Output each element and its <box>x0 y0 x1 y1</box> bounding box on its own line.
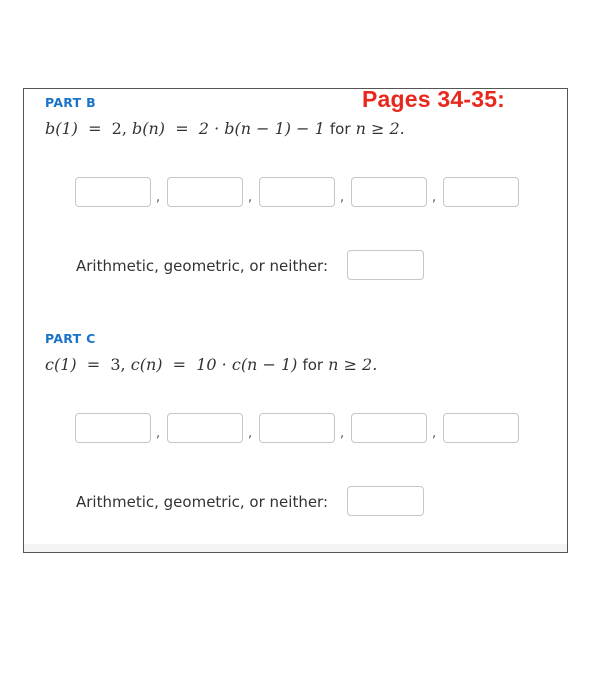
part-c-formula <box>45 355 377 374</box>
condition: n ≥ 2. <box>355 119 405 138</box>
equals-sign: = <box>88 119 102 138</box>
card-footer-strip <box>24 544 567 552</box>
part-b-classify-prompt: Arithmetic, geometric, or neither: <box>76 257 329 275</box>
part-c-term-1-input[interactable] <box>75 413 151 443</box>
part-c-classify-input[interactable] <box>347 486 424 516</box>
c1-term: c(1) <box>45 355 77 374</box>
part-c-term-5-input[interactable] <box>443 413 519 443</box>
c1-value: 3, <box>110 355 126 374</box>
part-c-classify-prompt: Arithmetic, geometric, or neither: <box>76 493 329 511</box>
part-c-term-3-input[interactable] <box>259 413 335 443</box>
condition: n ≥ 2. <box>328 355 378 374</box>
equals-sign: = <box>86 355 101 374</box>
part-b-term-4-input[interactable] <box>351 177 427 207</box>
part-b-term-5-input[interactable] <box>443 177 519 207</box>
part-b-label: PART B <box>45 95 96 110</box>
for-text: for <box>302 356 324 374</box>
part-b-formula <box>45 119 405 138</box>
question-card <box>23 88 568 553</box>
comma-separator: , <box>340 426 345 441</box>
comma-separator: , <box>156 426 161 441</box>
part-c-label: PART C <box>45 331 96 346</box>
b1-term: b(1) <box>45 119 78 138</box>
comma-separator: , <box>340 190 345 205</box>
for-text: for <box>329 120 351 138</box>
equals-sign: = <box>175 119 189 138</box>
pages-annotation: Pages 34-35: <box>362 86 506 112</box>
comma-separator: , <box>248 190 253 205</box>
part-b-term-1-input[interactable] <box>75 177 151 207</box>
equals-sign: = <box>172 355 187 374</box>
comma-separator: , <box>156 190 161 205</box>
b1-value: 2, <box>111 119 127 138</box>
bn-term: b(n) <box>132 119 166 138</box>
comma-separator: , <box>432 190 437 205</box>
part-c-term-4-input[interactable] <box>351 413 427 443</box>
cn-term: c(n) <box>130 355 163 374</box>
part-b-term-3-input[interactable] <box>259 177 335 207</box>
part-b-term-2-input[interactable] <box>167 177 243 207</box>
part-c-term-2-input[interactable] <box>167 413 243 443</box>
part-b-classify-input[interactable] <box>347 250 424 280</box>
comma-separator: , <box>248 426 253 441</box>
comma-separator: , <box>432 426 437 441</box>
bn-expression: 2 · b(n − 1) − 1 <box>198 119 325 138</box>
cn-expression: 10 · c(n − 1) <box>196 355 298 374</box>
